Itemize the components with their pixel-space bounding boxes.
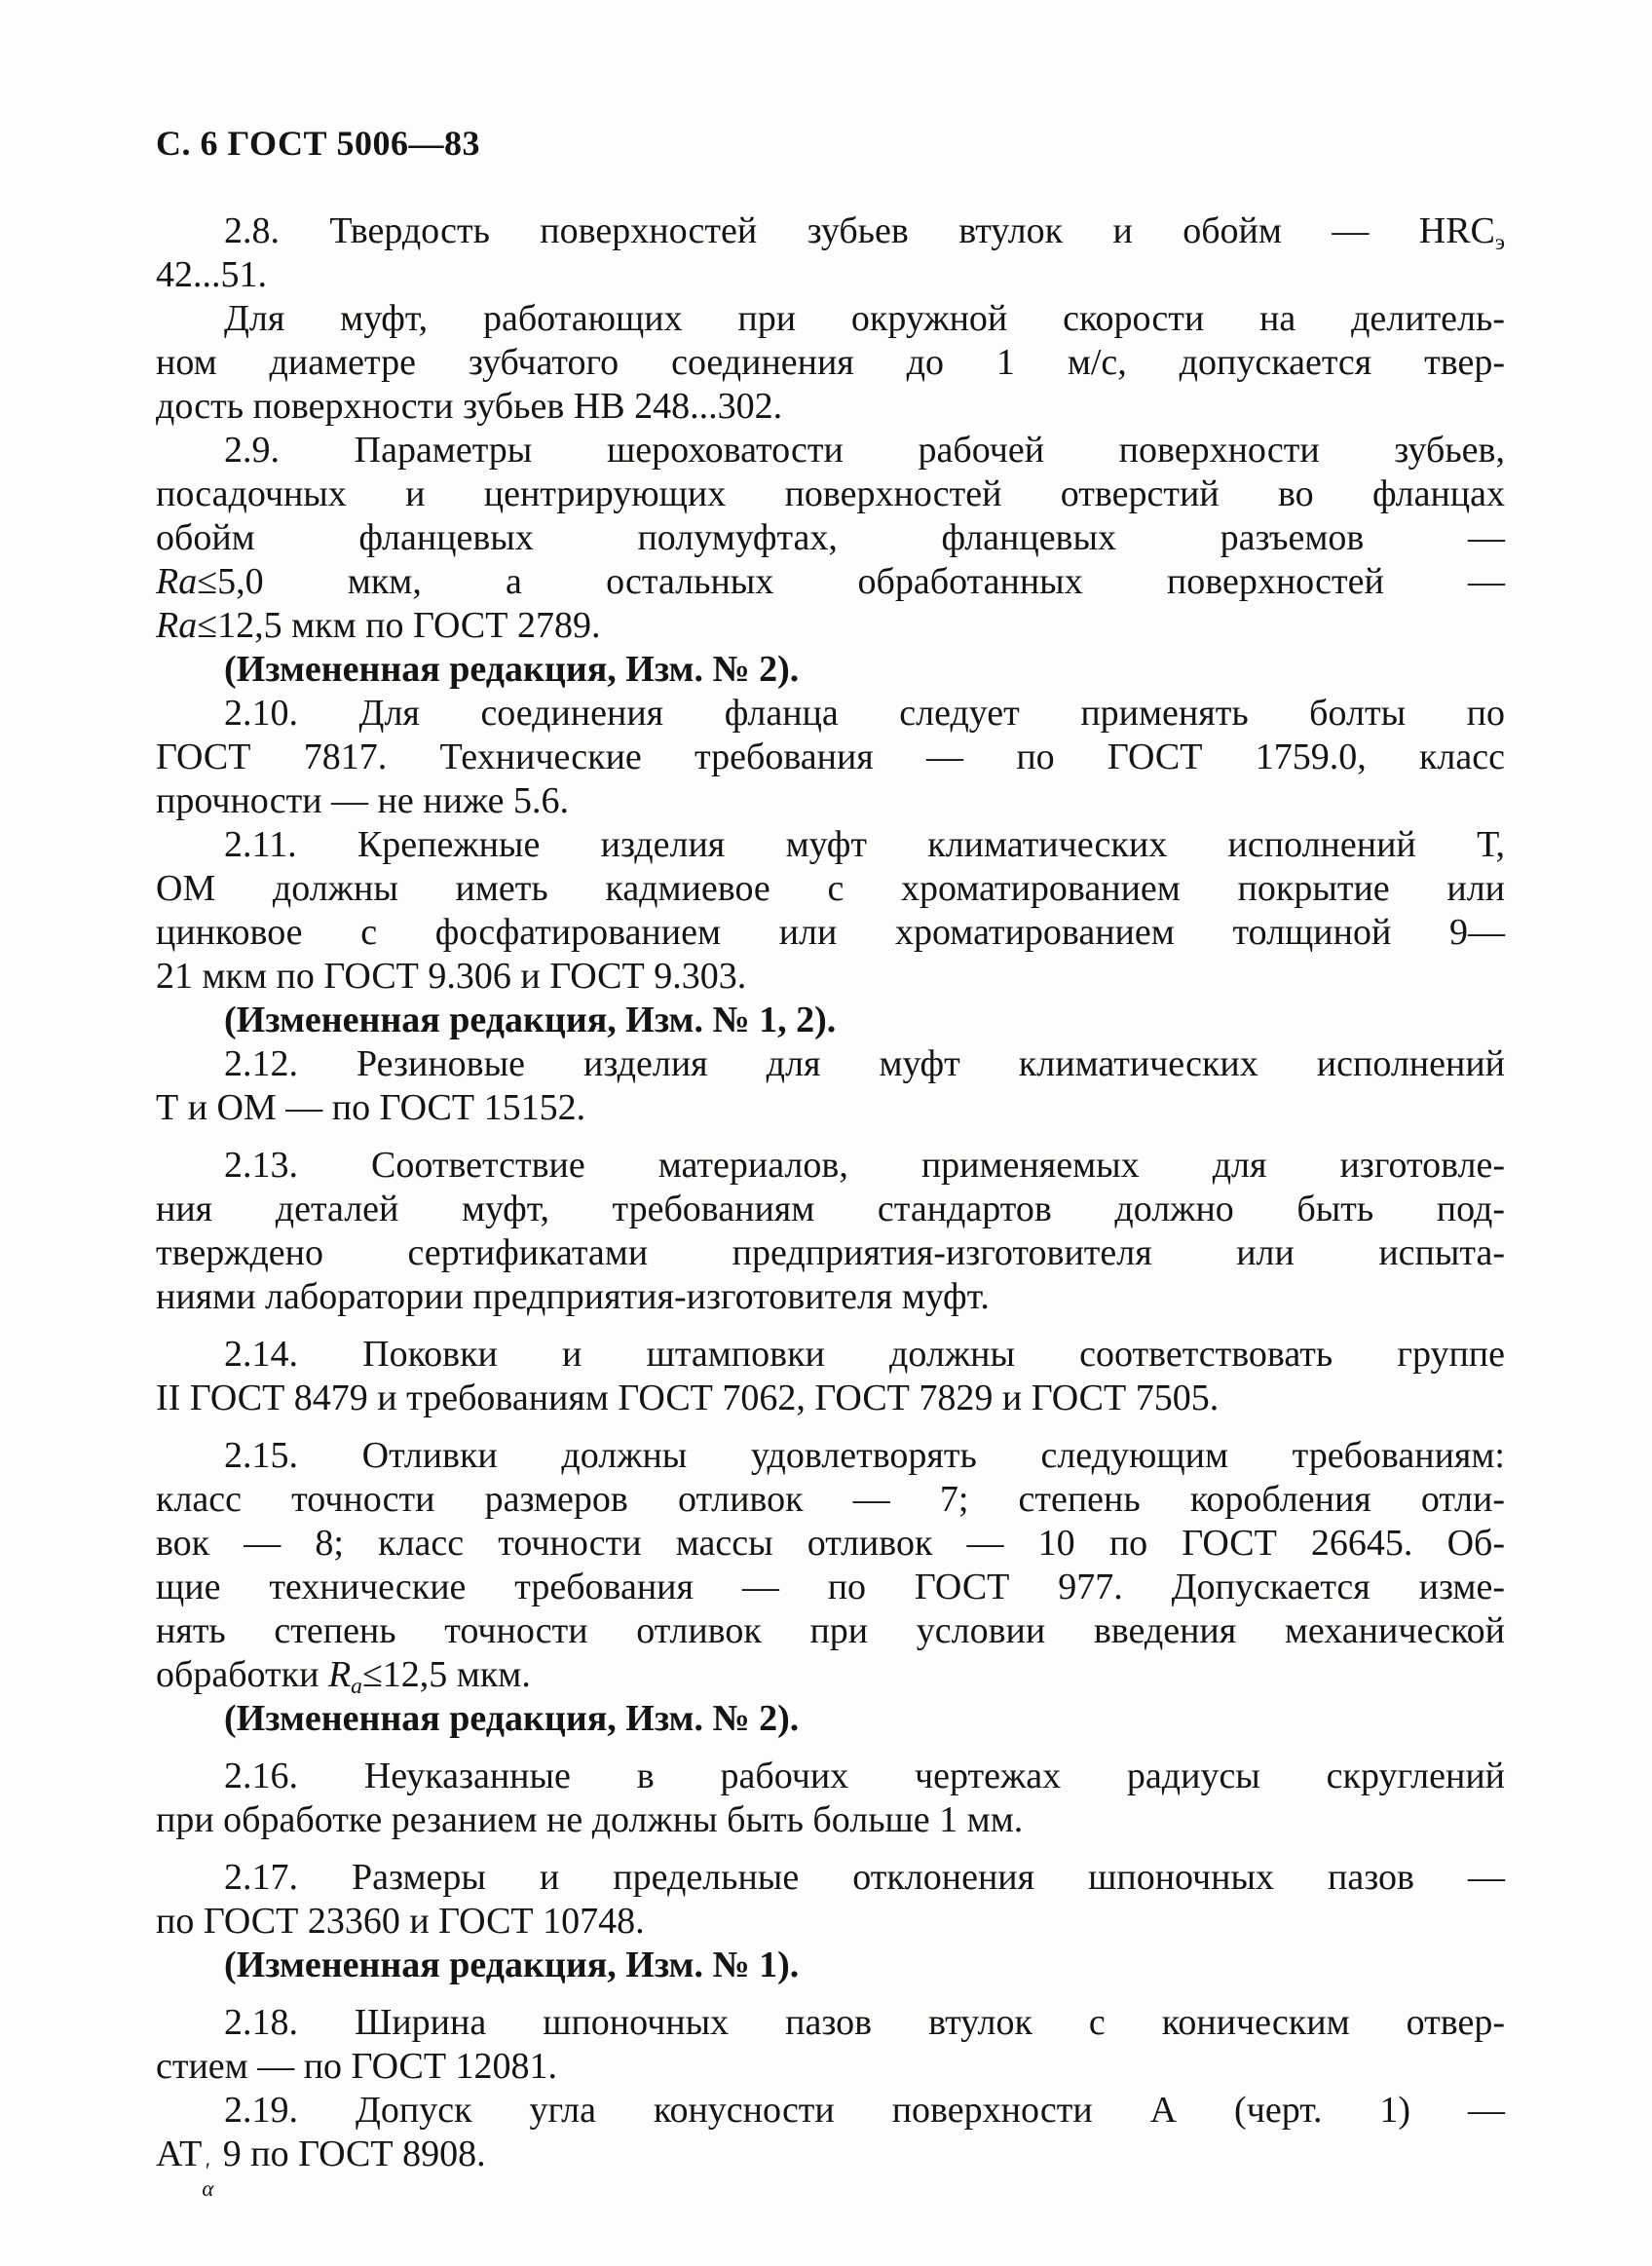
text-line: 2.11. Крепежные изделия муфт климатических исполнений Т, [224,824,1505,865]
text-line: (Измененная редакция, Изм. № 2). [224,1698,800,1739]
text-line: при обработке резанием не должны быть больше 1 мм. [156,1799,1024,1840]
text-line: 2.17. Размеры и предельные отклонения шпоночных пазов — [224,1857,1505,1898]
paragraph-2-11 [156,823,1505,999]
text-line: ГОСТ 7817. Технические требования — по ГОСТ 1759.0, класс [156,736,1505,777]
paragraph-2-15 [156,1434,1505,1700]
paragraph-2-16 [156,1755,1505,1842]
paragraph-2-13 [156,1144,1505,1319]
text-line: 2.18. Ширина шпоночных пазов втулок с коническим отвер- [224,2002,1505,2043]
text-line: 2.9. Параметры шероховатости рабочей поверхности зубьев, [224,430,1505,471]
text-line: Ra≤5,0 мкм, а остальных обработанных поверхностей — [156,561,1505,602]
document-body [156,209,1505,2201]
text-line: цинковое с фосфатированием или хроматированием толщиной 9— [156,912,1505,953]
text-line: вок — 8; класс точности массы отливок — 10 по ГОСТ 26645. Об- [156,1523,1505,1564]
text-line: ОМ должны иметь кадмиевое с хроматированием покрытие или [156,868,1505,909]
page-header: С. 6 ГОСТ 5006—83 [156,124,480,163]
text-line: 42...51. [156,254,267,295]
text-line: 2.16. Неуказанные в рабочих чертежах радиусы скруглений [224,1756,1505,1796]
text-line: обработки $R_a\le 12,5$ мкм. [156,1654,531,1700]
text-line: (Измененная редакция, Изм. № 1, 2). [224,1000,837,1040]
text-line: Для муфт, работающих при окружной скорости на делитель- [224,298,1505,339]
text-line: 2.13. Соответствие материалов, применяемых для изготовле- [224,1145,1505,1186]
text-line: прочности — не ниже 5.6. [156,780,570,821]
text-line: 2.8. Твердость поверхностей зубьев втулок и обойм — $HRC_э$ [224,210,1505,256]
text-line: (Измененная редакция, Изм. № 2). [224,649,800,690]
text-line: ния деталей муфт, требованиям стандартов должно быть под- [156,1189,1505,1229]
text-line: 2.10. Для соединения фланца следует применять болты по [224,693,1505,734]
paragraph-2-18 [156,2001,1505,2089]
note-after-2-11 [156,999,1505,1042]
paragraph-2-10 [156,692,1505,823]
text-line: АТ ′ α 9 по ГОСТ 8908. [156,2134,486,2201]
text-line: Ra≤12,5 мкм по ГОСТ 2789. [156,605,601,646]
text-line: нять степень точности отливок при условии введения механической [156,1610,1505,1651]
text-line: обойм фланцевых полумуфтах, фланцевых разъемов — [156,517,1505,558]
text-line: тверждено сертификатами предприятия-изготовителя или испыта- [156,1232,1505,1273]
paragraph-2-14 [156,1333,1505,1420]
text-line: 2.14. Поковки и штамповки должны соответствовать группе [224,1334,1505,1375]
note-after-2-17 [156,1944,1505,1987]
text-line: ном диаметре зубчатого соединения до 1 м/с, допускается твер- [156,342,1505,383]
text-line: посадочных и центрирующих поверхностей отверстий во фланцах [156,473,1505,514]
text-line: стием — по ГОСТ 12081. [156,2046,558,2087]
paragraph-2-19 [156,2089,1505,2201]
text-line: по ГОСТ 23360 и ГОСТ 10748. [156,1901,645,1942]
text-line: щие технические требования — по ГОСТ 977. Допускается изме- [156,1567,1505,1607]
text-line: 2.19. Допуск угла конусности поверхности А (черт. 1) — [224,2090,1505,2131]
text-line: ниями лаборатории предприятия-изготовителя муфт. [156,1276,990,1317]
paragraph-2-8-cont [156,297,1505,429]
paragraph-2-17 [156,1856,1505,1944]
note-after-2-9 [156,648,1505,692]
paragraph-2-8 [156,209,1505,297]
text-line: 21 мкм по ГОСТ 9.306 и ГОСТ 9.303. [156,956,747,997]
text-line: класс точности размеров отливок — 7; степень коробления отли- [156,1479,1505,1520]
text-line: 2.15. Отливки должны удовлетворять следующим требованиям: [224,1435,1505,1476]
note-after-2-15 [156,1697,1505,1741]
text-line: 2.12. Резиновые изделия для муфт климатических исполнений [224,1043,1505,1084]
text-line: II ГОСТ 8479 и требованиям ГОСТ 7062, ГОСТ 7829 и ГОСТ 7505. [156,1378,1220,1418]
text-line: (Измененная редакция, Изм. № 1). [224,1945,800,1985]
paragraph-2-9 [156,429,1505,648]
text-line: Т и ОМ — по ГОСТ 15152. [156,1087,586,1128]
text-line: дость поверхности зубьев НВ 248...302. [156,386,783,427]
paragraph-2-12 [156,1042,1505,1130]
